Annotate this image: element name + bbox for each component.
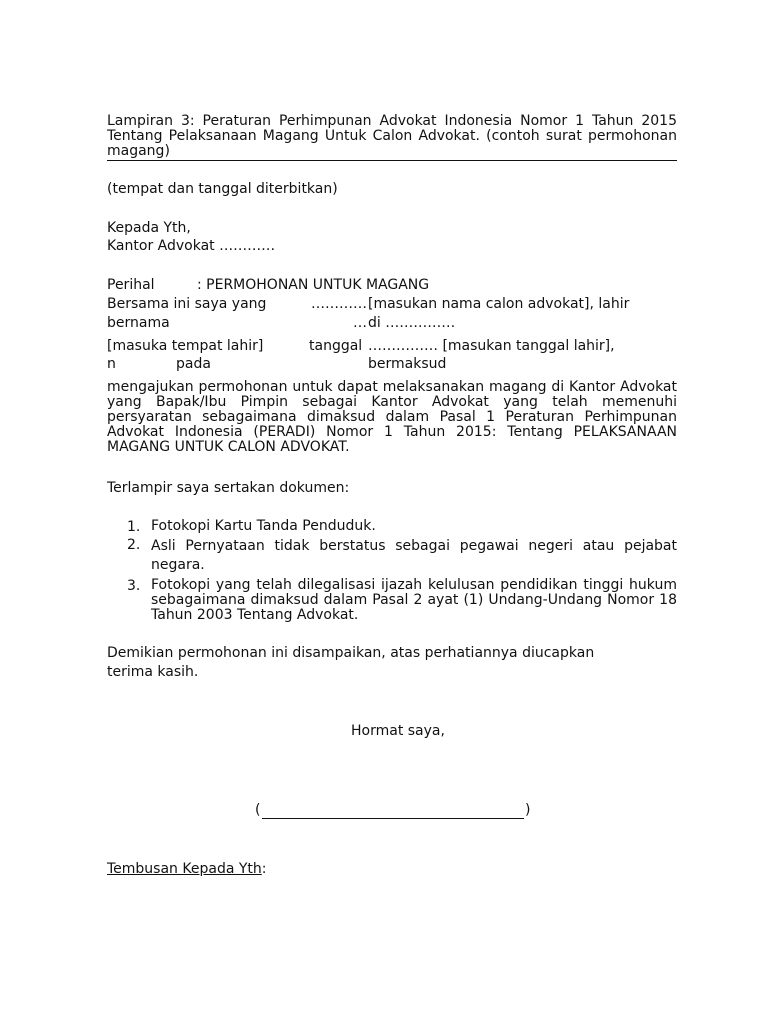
form-row4-n: n: [107, 356, 116, 372]
form-row1-dots: …………: [311, 296, 367, 312]
form-row2-text: bernama: [107, 315, 170, 331]
list-item-text: Asli Pernyataan tidak berstatus sebagai pegawai negeri atau pejabat negara.: [151, 538, 677, 573]
signature-line: [262, 818, 524, 819]
form-row2-place: di ……………: [368, 315, 456, 331]
subject-value: : PERMOHONAN UNTUK MAGANG: [197, 277, 430, 293]
body-paragraph: mengajukan permohonan untuk dapat melaksanakan magang di Kantor Advokat yang Bapak/Ibu Pimpin sebagai Kantor Advokat yang telah memenuhi persyaratan sebagaimana dimaksud dalam Pasal 1 Peraturan Perhimpunan Advokat Indonesia (PERADI) Nomor 1 Tahun 2015: Tentang PELAKSANAAN MAGANG UNTUK CALON ADVOKAT.: [107, 379, 677, 455]
place-date: (tempat dan tanggal diterbitkan): [107, 181, 338, 197]
form-row3-date: …………… [masukan tanggal lahir],: [368, 338, 615, 354]
signature-close-paren: ): [525, 802, 531, 818]
list-item-number: 2.: [127, 537, 141, 553]
signature-open-paren: (: [255, 802, 261, 818]
cc-section: [107, 861, 267, 878]
document-title: Lampiran 3: Peraturan Perhimpunan Advokat Indonesia Nomor 1 Tahun 2015 Tentang Pelaksanaan Magang Untuk Calon Advokat. (contoh surat permohonan magang): [107, 113, 677, 159]
form-row3-placeholder: [masuka tempat lahir]: [107, 338, 264, 354]
cc-label: Tembusan Kepada Yth: [107, 861, 262, 877]
recipient-line-2: Kantor Advokat …………: [107, 238, 276, 254]
cc-colon: :: [261, 861, 267, 877]
form-row4-pada: pada: [176, 356, 211, 372]
form-row4-bermaksud: bermaksud: [368, 356, 447, 372]
list-item-number: 1.: [127, 519, 141, 535]
closing-line-1: Demikian permohonan ini disampaikan, atas perhatiannya diucapkan: [107, 645, 595, 661]
form-row1-text: Bersama ini saya yang: [107, 296, 267, 312]
recipient-line-1: Kepada Yth,: [107, 220, 191, 236]
list-item-text: Fotokopi Kartu Tanda Penduduk.: [151, 518, 376, 534]
closing-line-2: terima kasih.: [107, 664, 199, 680]
form-row2-dots: …: [353, 315, 367, 331]
attachments-intro: Terlampir saya sertakan dokumen:: [107, 480, 350, 496]
subject-label: Perihal: [107, 277, 155, 293]
form-row3-label: tanggal: [309, 338, 363, 354]
list-item-number: 3.: [127, 578, 141, 594]
signature-greeting: Hormat saya,: [351, 723, 445, 739]
form-row1-placeholder: [masukan nama calon advokat], lahir: [368, 296, 630, 312]
list-item-text: Fotokopi yang telah dilegalisasi ijazah kelulusan pendidikan tinggi hukum sebagaimana dimaksud dalam Pasal 2 ayat (1) Undang-Undang Nomor 18 Tahun 2003 Tentang Advokat.: [151, 577, 677, 623]
